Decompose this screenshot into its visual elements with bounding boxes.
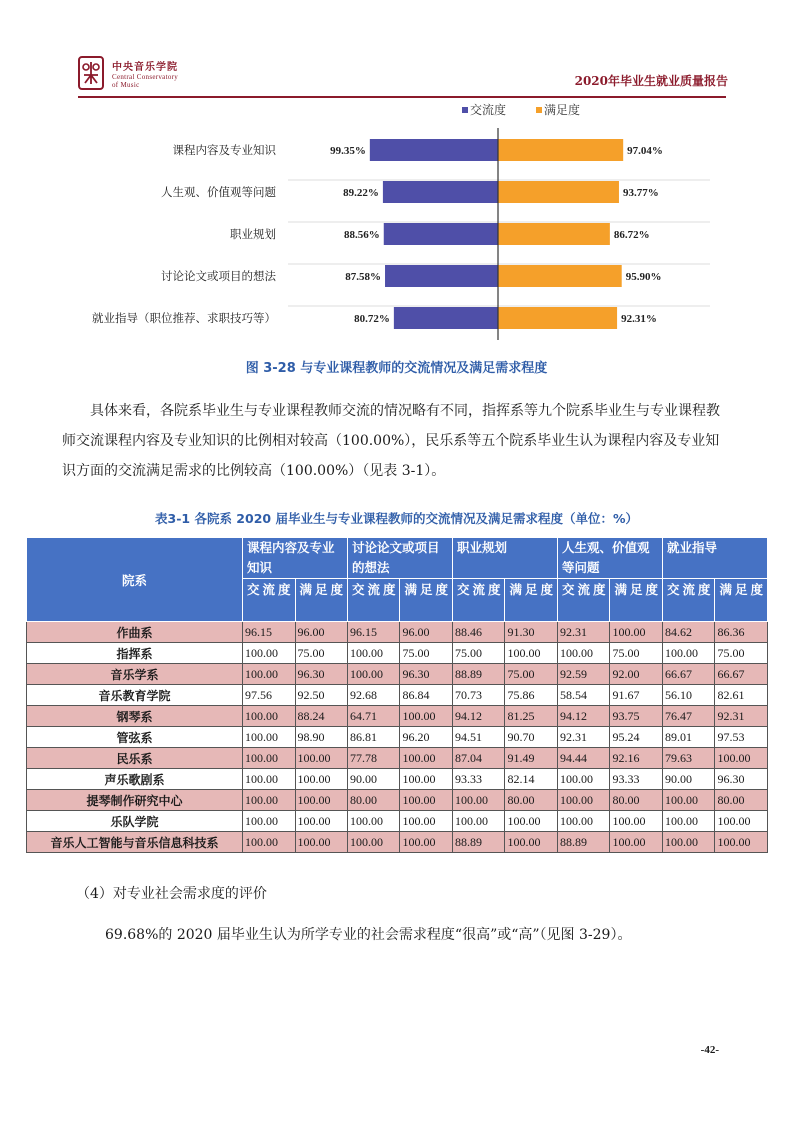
table-row xyxy=(27,622,768,643)
table-row xyxy=(27,811,768,832)
table-cell: 75.00 xyxy=(452,643,504,664)
department-name: 音乐人工智能与音乐信息科技系 xyxy=(27,832,243,853)
table-cell: 87.04 xyxy=(452,748,504,769)
department-name: 民乐系 xyxy=(27,748,243,769)
legend-swatch xyxy=(462,107,468,113)
table-cell: 100.00 xyxy=(348,664,400,685)
table-cell: 94.12 xyxy=(452,706,504,727)
satisfaction-value-label: 93.77% xyxy=(622,187,659,199)
col-header-communication: 交流度 xyxy=(662,579,714,622)
table-cell: 88.46 xyxy=(452,622,504,643)
satisfaction-bar xyxy=(498,181,619,203)
table-cell: 100.00 xyxy=(243,643,295,664)
table-cell: 100.00 xyxy=(557,643,609,664)
table-cell: 96.20 xyxy=(400,727,453,748)
table-cell: 96.30 xyxy=(400,664,453,685)
table-cell: 100.00 xyxy=(505,832,558,853)
table-cell: 100.00 xyxy=(610,811,663,832)
table-cell: 91.67 xyxy=(610,685,663,706)
table-cell: 100.00 xyxy=(662,811,714,832)
logo-chinese-name: 中央音乐学院 xyxy=(112,62,178,73)
logo-english-line-2: of Music xyxy=(112,81,140,89)
legend-label: 交流度 xyxy=(470,103,507,117)
department-name: 钢琴系 xyxy=(27,706,243,727)
table-cell: 91.49 xyxy=(505,748,558,769)
col-group-paper-ideas: 讨论论文或项目的想法 xyxy=(348,538,453,579)
table-cell: 92.31 xyxy=(557,727,609,748)
table-cell: 100.00 xyxy=(400,769,453,790)
table-cell: 100.00 xyxy=(452,790,504,811)
logo-wordmark xyxy=(112,58,178,89)
table-cell: 100.00 xyxy=(400,811,453,832)
table-cell: 100.00 xyxy=(295,748,348,769)
table-cell: 100.00 xyxy=(400,706,453,727)
communication-bar xyxy=(384,223,498,245)
table-cell: 86.81 xyxy=(348,727,400,748)
table-cell: 82.61 xyxy=(715,685,768,706)
category-label: 讨论论文或项目的想法 xyxy=(161,269,276,283)
paragraph-2: 69.68%的 2020 届毕业生认为所学专业的社会需求程度“很高”或“高”（见图 3-29）。 xyxy=(105,927,632,943)
table-cell: 75.00 xyxy=(505,664,558,685)
category-label: 人生观、价值观等问题 xyxy=(161,185,276,199)
table-cell: 100.00 xyxy=(243,706,295,727)
table-cell: 100.00 xyxy=(715,748,768,769)
logo-english-line-1: Central Conservatory xyxy=(112,73,179,81)
table-row xyxy=(27,664,768,685)
table-cell: 92.31 xyxy=(557,622,609,643)
table-cell: 100.00 xyxy=(662,643,714,664)
table-cell: 66.67 xyxy=(715,664,768,685)
table-cell: 100.00 xyxy=(243,832,295,853)
table-row xyxy=(27,727,768,748)
diverging-bar-chart xyxy=(70,100,730,340)
table-cell: 91.30 xyxy=(505,622,558,643)
table-cell: 100.00 xyxy=(662,832,714,853)
table-cell: 92.50 xyxy=(295,685,348,706)
table-cell: 75.00 xyxy=(610,643,663,664)
table-cell: 75.00 xyxy=(715,643,768,664)
table-cell: 96.00 xyxy=(295,622,348,643)
header-divider xyxy=(78,96,726,98)
table-cell: 100.00 xyxy=(243,748,295,769)
communication-bar xyxy=(383,181,498,203)
legend-swatch xyxy=(536,107,542,113)
table-cell: 89.01 xyxy=(662,727,714,748)
table-cell: 77.78 xyxy=(348,748,400,769)
conservatory-logo-icon xyxy=(78,56,104,90)
department-name: 音乐学系 xyxy=(27,664,243,685)
table-cell: 97.53 xyxy=(715,727,768,748)
table-cell: 100.00 xyxy=(557,769,609,790)
table-cell: 80.00 xyxy=(505,790,558,811)
table-cell: 100.00 xyxy=(348,643,400,664)
section-heading: （4）对专业社会需求度的评价 xyxy=(76,886,267,902)
table-cell: 100.00 xyxy=(243,790,295,811)
table-row xyxy=(27,832,768,853)
table-row xyxy=(27,685,768,706)
department-table xyxy=(26,537,768,853)
satisfaction-value-label: 86.72% xyxy=(613,229,650,241)
table-cell: 100.00 xyxy=(715,811,768,832)
communication-value-label: 87.58% xyxy=(345,271,382,283)
category-label: 职业规划 xyxy=(230,227,276,241)
table-cell: 100.00 xyxy=(610,622,663,643)
table-cell: 100.00 xyxy=(243,727,295,748)
col-header-satisfaction: 满足度 xyxy=(505,579,558,622)
table-cell: 98.90 xyxy=(295,727,348,748)
table-cell: 100.00 xyxy=(452,811,504,832)
table-cell: 100.00 xyxy=(505,643,558,664)
table-cell: 88.89 xyxy=(452,832,504,853)
table-cell: 100.00 xyxy=(243,664,295,685)
satisfaction-bar xyxy=(498,265,622,287)
communication-bar xyxy=(394,307,498,329)
table-cell: 100.00 xyxy=(715,832,768,853)
report-title: 2020年毕业生就业质量报告 xyxy=(574,74,728,88)
table-cell: 94.51 xyxy=(452,727,504,748)
communication-value-label: 99.35% xyxy=(330,145,366,157)
table-cell: 90.00 xyxy=(348,769,400,790)
table-row xyxy=(27,790,768,811)
table-cell: 90.00 xyxy=(662,769,714,790)
table-cell: 81.25 xyxy=(505,706,558,727)
col-header-satisfaction: 满足度 xyxy=(715,579,768,622)
communication-value-label: 89.22% xyxy=(343,187,379,199)
table-cell: 92.59 xyxy=(557,664,609,685)
table-cell: 100.00 xyxy=(557,790,609,811)
table-cell: 100.00 xyxy=(348,811,400,832)
page-header xyxy=(78,52,728,96)
table-row xyxy=(27,748,768,769)
table-cell: 58.54 xyxy=(557,685,609,706)
figure-caption: 图 3-28 与专业课程教师的交流情况及满足需求程度 xyxy=(245,361,548,376)
table-cell: 100.00 xyxy=(400,790,453,811)
table-cell: 94.12 xyxy=(557,706,609,727)
col-header-satisfaction: 满足度 xyxy=(400,579,453,622)
table-cell: 92.68 xyxy=(348,685,400,706)
table-cell: 93.33 xyxy=(610,769,663,790)
department-name: 作曲系 xyxy=(27,622,243,643)
col-header-communication: 交流度 xyxy=(557,579,609,622)
table-cell: 100.00 xyxy=(610,832,663,853)
table-cell: 80.00 xyxy=(715,790,768,811)
table-cell: 100.00 xyxy=(295,832,348,853)
col-group-employment-guidance: 就业指导 xyxy=(662,538,767,579)
table-cell: 84.62 xyxy=(662,622,714,643)
page-number: -42- xyxy=(700,1044,719,1056)
table-cell: 100.00 xyxy=(243,811,295,832)
table-cell: 88.24 xyxy=(295,706,348,727)
table-cell: 64.71 xyxy=(348,706,400,727)
category-label: 课程内容及专业知识 xyxy=(172,143,276,157)
table-cell: 93.75 xyxy=(610,706,663,727)
legend-label: 满足度 xyxy=(544,103,581,117)
table-cell: 94.44 xyxy=(557,748,609,769)
table-cell: 100.00 xyxy=(557,811,609,832)
col-header-communication: 交流度 xyxy=(452,579,504,622)
col-header-satisfaction: 满足度 xyxy=(610,579,663,622)
table-cell: 70.73 xyxy=(452,685,504,706)
col-header-satisfaction: 满足度 xyxy=(295,579,348,622)
table-cell: 90.70 xyxy=(505,727,558,748)
table-row xyxy=(27,769,768,790)
table-cell: 96.30 xyxy=(715,769,768,790)
satisfaction-value-label: 95.90% xyxy=(625,271,662,283)
table-cell: 96.15 xyxy=(348,622,400,643)
table-cell: 75.86 xyxy=(505,685,558,706)
col-header-communication: 交流度 xyxy=(348,579,400,622)
table-cell: 66.67 xyxy=(662,664,714,685)
table-cell: 82.14 xyxy=(505,769,558,790)
table-cell: 80.00 xyxy=(348,790,400,811)
department-name: 音乐教育学院 xyxy=(27,685,243,706)
department-name: 乐队学院 xyxy=(27,811,243,832)
table-cell: 100.00 xyxy=(662,790,714,811)
communication-value-label: 80.72% xyxy=(354,313,390,325)
table-row xyxy=(27,643,768,664)
table-cell: 100.00 xyxy=(295,811,348,832)
communication-bar xyxy=(370,139,498,161)
table-cell: 100.00 xyxy=(348,832,400,853)
table-cell: 75.00 xyxy=(295,643,348,664)
satisfaction-bar xyxy=(498,223,610,245)
table-cell: 88.89 xyxy=(557,832,609,853)
table-cell: 79.63 xyxy=(662,748,714,769)
table-cell: 56.10 xyxy=(662,685,714,706)
satisfaction-value-label: 97.04% xyxy=(627,145,663,157)
table-cell: 88.89 xyxy=(452,664,504,685)
table-cell: 86.84 xyxy=(400,685,453,706)
table-cell: 95.24 xyxy=(610,727,663,748)
table-cell: 97.56 xyxy=(243,685,295,706)
table-cell: 80.00 xyxy=(610,790,663,811)
table-cell: 96.00 xyxy=(400,622,453,643)
table-cell: 76.47 xyxy=(662,706,714,727)
table-cell: 96.30 xyxy=(295,664,348,685)
table-cell: 100.00 xyxy=(295,769,348,790)
table-cell: 93.33 xyxy=(452,769,504,790)
department-name: 管弦系 xyxy=(27,727,243,748)
col-group-life-values: 人生观、价值观等问题 xyxy=(557,538,662,579)
table-cell: 92.00 xyxy=(610,664,663,685)
communication-value-label: 88.56% xyxy=(344,229,380,241)
col-group-career-planning: 职业规划 xyxy=(452,538,557,579)
col-header-communication: 交流度 xyxy=(243,579,295,622)
col-header-department: 院系 xyxy=(27,538,243,622)
table-cell: 100.00 xyxy=(505,811,558,832)
department-name: 提琴制作研究中心 xyxy=(27,790,243,811)
table-row xyxy=(27,706,768,727)
col-group-course-content: 课程内容及专业知识 xyxy=(243,538,348,579)
table-cell: 96.15 xyxy=(243,622,295,643)
satisfaction-bar xyxy=(498,139,623,161)
table-cell: 100.00 xyxy=(243,769,295,790)
table-cell: 86.36 xyxy=(715,622,768,643)
satisfaction-bar xyxy=(498,307,617,329)
table-caption: 表3-1 各院系 2020 届毕业生与专业课程教师的交流情况及满足需求程度（单位：%） xyxy=(155,511,638,526)
table-cell: 92.31 xyxy=(715,706,768,727)
satisfaction-value-label: 92.31% xyxy=(621,313,657,325)
category-label: 就业指导（职位推荐、求职技巧等） xyxy=(92,311,276,325)
communication-bar xyxy=(385,265,498,287)
table-cell: 100.00 xyxy=(400,832,453,853)
table-cell: 92.16 xyxy=(610,748,663,769)
department-name: 声乐歌剧系 xyxy=(27,769,243,790)
paragraph-1: 具体来看，各院系毕业生与专业课程教师交流的情况略有不同，指挥系等九个院系毕业生与专业课程教师交流课程内容及专业知识的比例相对较高（100.00%），民乐系等五个院系毕业生认为课程内容及专业知识方面的交流满足需求的比例较高（100.00%）（见表 3-1）。 xyxy=(62,403,720,479)
department-name: 指挥系 xyxy=(27,643,243,664)
table-cell: 100.00 xyxy=(295,790,348,811)
table-header-row-1 xyxy=(27,538,768,579)
table-cell: 75.00 xyxy=(400,643,453,664)
table-cell: 100.00 xyxy=(400,748,453,769)
